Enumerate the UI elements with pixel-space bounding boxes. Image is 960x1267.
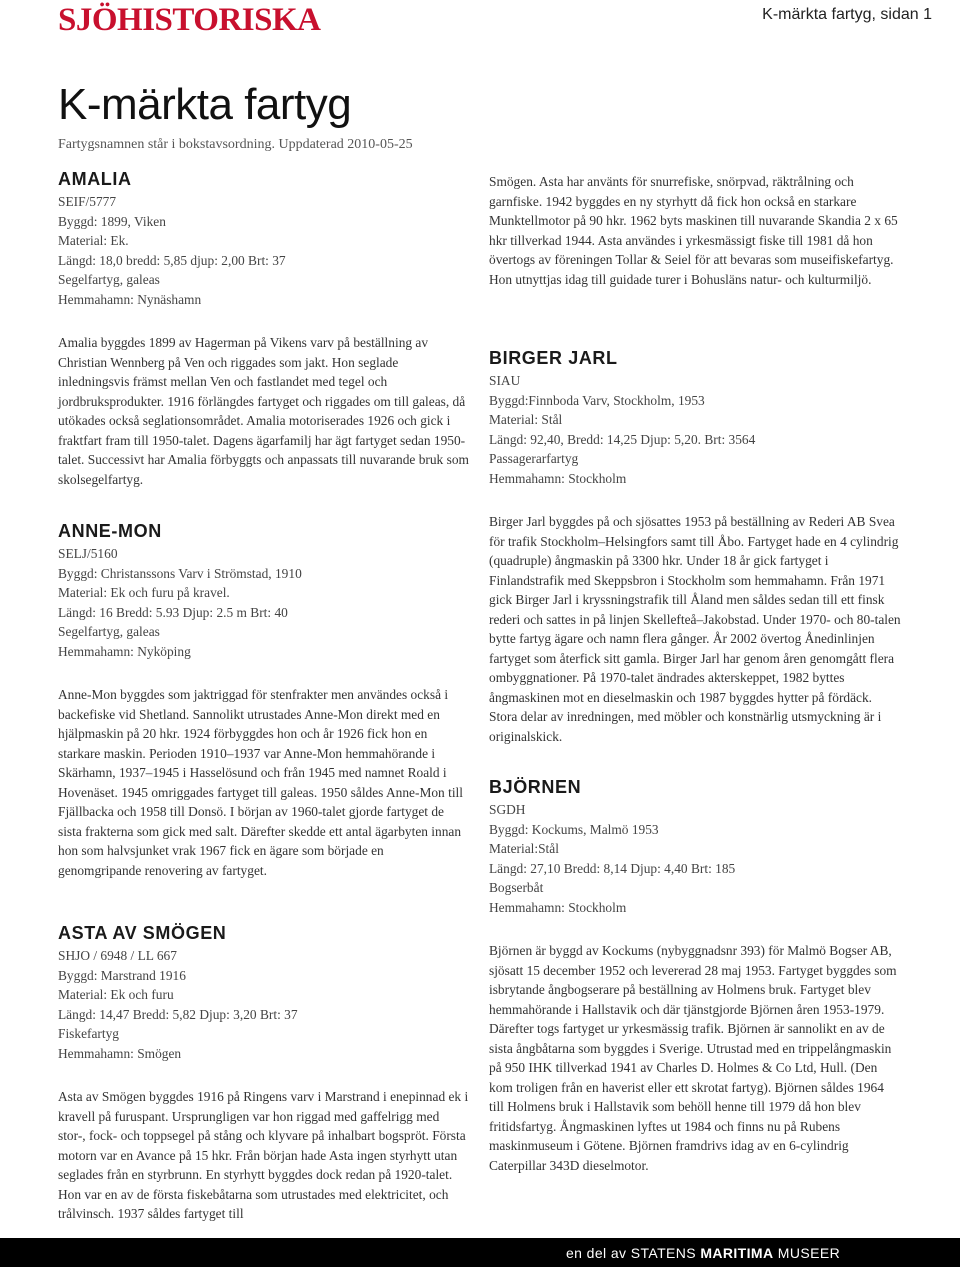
call-sign: SHJO / 6948 / LL 667 xyxy=(58,948,177,963)
vessel-type: Bogserbåt xyxy=(489,880,544,895)
vessel-facts xyxy=(58,544,470,661)
vessel-type: Passagerarfartyg xyxy=(489,451,579,466)
footer-org-statens: STATENS xyxy=(630,1245,697,1261)
vessel-type: Segelfartyg, galeas xyxy=(58,272,160,287)
vessel-entry-asta-continued xyxy=(489,172,901,302)
vessel-type: Segelfartyg, galeas xyxy=(58,624,160,639)
vessel-facts xyxy=(58,946,470,1063)
dimensions-info: Längd: 92,40, Bredd: 14,25 Djup: 5,20. Brt: 3564 xyxy=(489,431,756,447)
call-sign: SEIF/5777 xyxy=(58,194,117,209)
vessel-name: ASTA AV SMÖGEN xyxy=(58,923,227,943)
vessel-facts xyxy=(489,800,901,917)
vessel-facts xyxy=(489,371,901,488)
material-info: Material: Ek. xyxy=(58,233,129,248)
home-port: Hemmahamn: Smögen xyxy=(58,1045,182,1061)
vessel-description: Asta av Smögen byggdes 1916 på Ringens varv i Marstrand i enepinnad ek i kravell på furuspant. Ursprungligen var hon riggad med gaffelrigg med stor-, fock- och toppsegel på stång och klyvare på inhalbart bogspröt. Första motorn var en Avance på 15 hkr. Från början hade Asta ingen styrhytt utan seglades från en styrbrunn. En styrhytt byggdes dock redan på 1920-talet. Hon var en av de första fiskebåtarna som utrustades med elektricitet, och trålvinsch. 1937 såldes fartyget till xyxy=(58,1089,469,1221)
vessel-description: Amalia byggdes 1899 av Hagerman på Vikens varv på beställning av Christian Wennberg på Ven och riggades som jakt. Hon seglade inledningsvis främst mellan Ven och fastlandet med tegel och jordbruksprodukter. 1916 förlängdes fartyget och riggades om till galeas, då utökades också seglationsområdet. Amalia motoriserades 1926 och gick i fraktfart fram till 1950-talet. Dagens ägarfamilj har ägt fartyget sedan 1950-talet. Successivt har Amalia förbyggts och anpassats till nuvarande bruk som skolsegelfartyg. xyxy=(58,335,469,487)
built-info: Byggd: 1899, Viken xyxy=(58,213,166,229)
material-info: Material: Ek och furu xyxy=(58,987,174,1002)
vessel-description-continued: Smögen. Asta har använts för snurrefiske, snörpvad, räktrålning och garnfiske. 1942 byggdes en ny styrhytt då fick hon också en starkare Munktellmotor på 90 hkr. 1962 byts maskinen till nuvarande Skandia 2 x 65 hkr tillverkad 1944. Asta användes i yrkesmässigt fiske till 1981 då hon övertogs av föreningen Tollar & Seiel för att bevaras som museifiskefartyg. Hon utnyttjas idag till guidade turer i Bohusläns natur- och kulturmiljö. xyxy=(489,174,898,287)
material-info: Material: Stål xyxy=(489,412,563,427)
dimensions-info: Längd: 16 Bredd: 5.93 Djup: 2.5 m Brt: 40 xyxy=(58,604,288,620)
vessel-type: Fiskefartyg xyxy=(58,1026,119,1041)
built-info: Byggd: Christanssons Varv i Strömstad, 1910 xyxy=(58,565,302,581)
vessel-name: AMALIA xyxy=(58,169,132,189)
vessel-description: Birger Jarl byggdes på och sjösattes 1953 på beställning av Rederi AB Svea för trafik Stockholm–Helsingfors samt till Åbo. Fartyget hade en 4 cylindrig (quadruple) ångmaskin på 3300 hkr. Under 18 år gick fartyget i Finlandstrafik med Skeppsbron i Stockholm som hemmahamn. Från 1971 gick Birger Jarl i kryssningstrafik till Åland men såldes sedan till ett finsk rederi och sattes in på linjen Skellefteå–Jakobstad. Under 1970- och 80-talen bytte fartyg ägare och namn flera gånger. År 2002 övertog Ånedinlinjen fartyget som återfick sitt gamla. Birger Jarl har genom åren genomgått flera ombyggnationer. På 1970-talet ändrades akterskeppet, 1982 byttes ångmaskinen mot en dieselmaskin och 1987 byggdes hytter på fördäck. Stora delar av inredningen, med möbler och konstnärlig utsmyckning är i originalskick. xyxy=(489,514,901,744)
home-port: Hemmahamn: Stockholm xyxy=(489,470,627,486)
footer-prefix: en del av xyxy=(566,1245,627,1261)
built-info: Byggd:Finnboda Varv, Stockholm, 1953 xyxy=(489,392,705,408)
vessel-entry-amalia xyxy=(58,168,470,502)
dimensions-info: Längd: 18,0 bredd: 5,85 djup: 2,00 Brt: 37 xyxy=(58,252,286,268)
built-info: Byggd: Marstrand 1916 xyxy=(58,967,186,983)
home-port: Hemmahamn: Nynäshamn xyxy=(58,291,202,307)
vessel-entry-asta-av-smogen xyxy=(58,922,470,1237)
material-info: Material:Stål xyxy=(489,841,559,856)
page-subtitle: Fartygsnamnen står i bokstavsordning. Uppdaterad 2010-05-25 xyxy=(58,137,413,152)
vessel-entry-bjornen xyxy=(489,776,901,1188)
vessel-description: Björnen är byggd av Kockums (nybyggnadsnr 393) för Malmö Bogser AB, sjösatt 15 december 1952 och levererad 28 maj 1953. Fartyget byggdes som isbrytande ångbogserare på beställning av Holmens bruk. Fartyget blev hemmahörande i Hallstavik och där tjänstgjorde Björnen åren 1953-1979. Därefter togs fartyget ur yrkesmässig trafik. Björnen är sannolikt en av de sista ångbåtarna som byggdes i Sverige. Utrustad med en trippelångmaskin på 950 IHK tillverkad 1941 av Charles D. Holmes & Co Ltd, Hull. (Den kom troligen från en haverist eller ett skrotat fartyg). Björnen såldes 1964 till Holmens bruk i Hallstavik som behöll henne till 1979 då hon blev fritidsfartyg. Ångmaskinen lyftes ut 1984 och finns nu på Rubens maskinmuseum i Götene. Björnen framdrivs idag av en 6-cylindrig Caterpillar 343D dieselmotor. xyxy=(489,943,897,1173)
material-info: Material: Ek och furu på kravel. xyxy=(58,585,230,600)
call-sign: SELJ/5160 xyxy=(58,546,118,561)
page-title: K-märkta fartyg xyxy=(58,80,352,129)
page-reference: K-märkta fartyg, sidan 1 xyxy=(762,6,932,23)
vessel-name: ANNE-MON xyxy=(58,521,162,541)
footer-credit xyxy=(566,1245,840,1261)
footer-org-museer: MUSEER xyxy=(777,1245,841,1261)
footer-bar xyxy=(0,1238,960,1267)
home-port: Hemmahamn: Stockholm xyxy=(489,899,627,915)
vessel-name: BJÖRNEN xyxy=(489,777,582,797)
dimensions-info: Längd: 14,47 Bredd: 5,82 Djup: 3,20 Brt: 37 xyxy=(58,1006,298,1022)
footer-org-maritima xyxy=(696,1245,773,1261)
sjohistoriska-logo: SJÖHISTORISKA xyxy=(58,2,321,38)
call-sign: SIAU xyxy=(489,373,521,388)
vessel-facts xyxy=(58,192,470,309)
built-info: Byggd: Kockums, Malmö 1953 xyxy=(489,821,659,837)
vessel-entry-birger-jarl xyxy=(489,347,901,759)
vessel-name: BIRGER JARL xyxy=(489,348,618,368)
call-sign: SGDH xyxy=(489,802,526,817)
vessel-description: Anne-Mon byggdes som jaktriggad för stenfrakter men användes också i backefiske vid Shetland. Sannolikt utrustades Anne-Mon direkt med en hjälpmaskin på 20 hkr. 1924 förbyggdes hon och år 1926 fick hon en starkare maskin. Perioden 1910–1937 var Anne-Mon hemmahörande i Skärhamn, 1937–1945 i Hasselösund och från 1945 med namnet Roald i Hovenäset. 1945 omriggades fartyget till galeas. 1950 såldes Anne-Mon till Fjällbacka och 1958 till Donsö. I början av 1960-talet gjorde fartyget de sista frakterna som gick med salt. Därefter skedde ett antal ägarbyten innan hon som halvsjunket vrak 1967 fick en ägare som började en genomgripande renovering av fartyget. xyxy=(58,687,463,878)
dimensions-info: Längd: 27,10 Bredd: 8,14 Djup: 4,40 Brt: 185 xyxy=(489,860,736,876)
home-port: Hemmahamn: Nyköping xyxy=(58,643,191,659)
vessel-entry-anne-mon xyxy=(58,520,470,893)
footer-org-maritima-text: MARITIMA xyxy=(700,1245,774,1261)
